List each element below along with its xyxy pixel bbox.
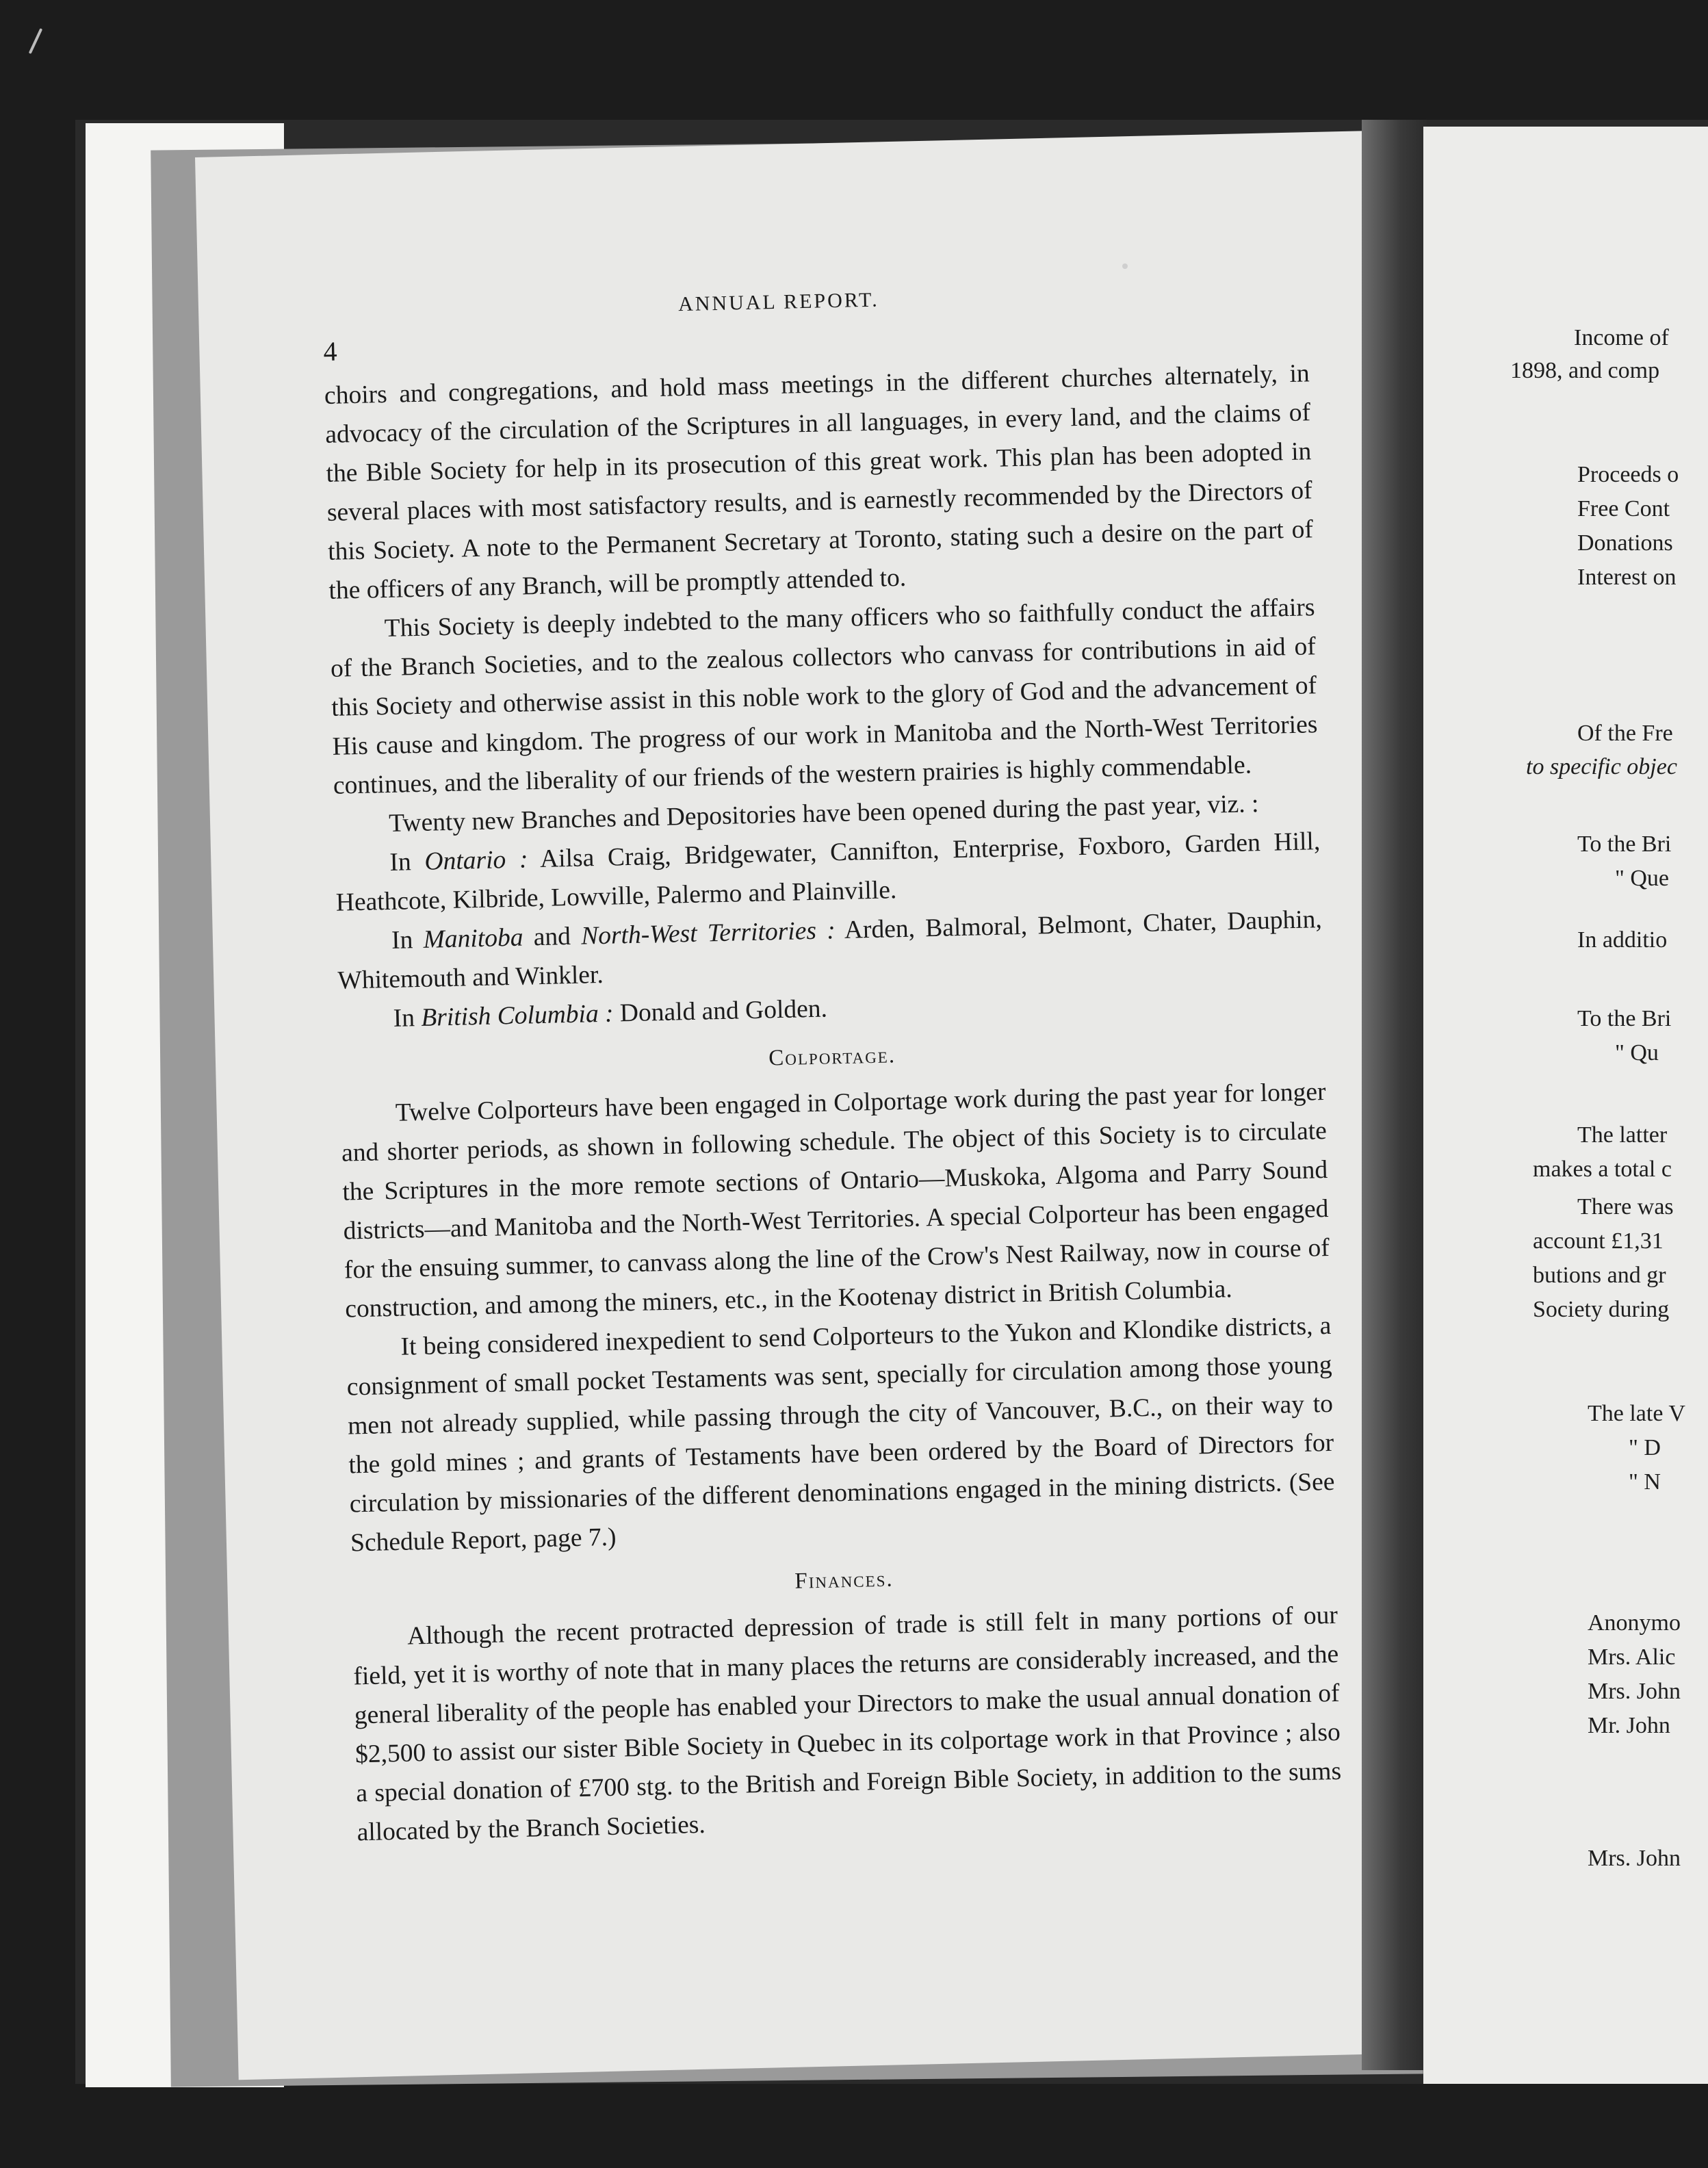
right-line: Society during (1533, 1297, 1670, 1322)
right-line: To the Bri (1577, 831, 1672, 857)
right-line: The late V (1588, 1401, 1685, 1426)
page-number: 4 (323, 335, 338, 367)
right-line: Income of (1574, 325, 1669, 350)
right-line: Anonymo (1588, 1610, 1681, 1636)
right-line: Proceeds o (1577, 462, 1679, 487)
right-line: In additio (1577, 927, 1668, 953)
right-line: Mrs. John (1588, 1679, 1681, 1704)
right-line: To the Bri (1577, 1006, 1672, 1031)
right-line: The latter (1577, 1122, 1668, 1148)
book-gutter (1362, 120, 1427, 2070)
paragraph: This Society is deeply indebted to the many officers who so faithfully conduct the affairs of the Branch Societies, and to the zealous collectors who canvass for contributions in aid of this Society and otherwise assist in this noble work to the glory of God and the advancement of His cause and kingdom. The progress of our work in Manitoba and the North-West Territories continues, and the liberality of our friends of the western prairies is highly commendable. (330, 593, 1318, 800)
right-line: " Qu (1615, 1040, 1659, 1066)
right-line: Interest on (1577, 565, 1677, 590)
speck (1122, 263, 1128, 269)
paragraph: Although the recent protracted depression of trade is still felt in many portions of our field, yet it is worthy of note that in many places the returns are considerably increased, and the general liberality of the people has enabled your Directors to make the usual annual donation of $2,500 to assist our sister Bible Society in Quebec in its colportage work in that Province ; also a special donation of £700 stg. to the British and Foreign Bible Society, in addition to the sums allocated by the Branch Societies. (353, 1601, 1342, 1847)
right-line: Free Cont (1577, 496, 1670, 521)
right-line: makes a total c (1533, 1157, 1672, 1182)
right-page (1423, 127, 1708, 2084)
right-line: Mrs. John (1588, 1846, 1681, 1871)
right-line: butions and gr (1533, 1263, 1666, 1288)
right-line: There was (1577, 1194, 1674, 1220)
right-line: 1898, and comp (1510, 358, 1660, 383)
paragraph: Twenty new Branches and Depositories have been opened during the past year, viz. : (388, 790, 1259, 838)
running-head: ANNUAL REPORT. (677, 288, 879, 316)
body-text (324, 354, 1343, 1852)
right-line: to specific objec (1526, 754, 1677, 779)
right-line: Donations (1577, 530, 1673, 556)
right-line: account £1,31 (1533, 1228, 1664, 1254)
right-line: " D (1629, 1435, 1661, 1460)
right-line: " Que (1615, 866, 1670, 891)
branch-list-bc: In British Columbia : Donald and Golden. (393, 994, 828, 1033)
section-heading-finances: Finances. (794, 1566, 894, 1594)
paragraph: It being considered inexpedient to send Colporteurs to the Yukon and Klondike districts, a consignment of small pocket Testaments was sent, specially for circulation among those young men not already supplied, while passing through the city of Vancouver, B.C., on their way to the gold mines ; and grants of Testaments have been ordered by the Board of Directors for circulation by missionaries of the different denominations engaged in the mining districts. (See Schedule Report, page 7.) (346, 1311, 1335, 1558)
right-line: " N (1629, 1469, 1661, 1495)
paragraph: choirs and congregations, and hold mass meetings in the different churches alternately, in advocacy of the circulation of the Scriptures in all languages, in every land, and the claims of the Bible Society for help in its prosecution of this great work. This plan has been adopted in several places with most satisfactory results, and is earnestly recommended by the Directors of this Society. A note to the Permanent Secretary at Toronto, stating such a desire on the part of the officers of any Branch, will be promptly attended to. (324, 359, 1314, 605)
paragraph: Twelve Colporteurs have been engaged in Colportage work during the past year for longer and shorter periods, as shown in following schedule. The object of this Society is to circulate the Scriptures in the more remote sections of Ontario—Muskoka, Algoma and Parry Sound districts—and Manitoba and the North-West Territories. A special Colporteur has been engaged for the ensuing summer, to canvass along the line of the Crow's Nest Railway, now in course of construction, and among the miners, etc., in the Kootenay district in British Columbia. (341, 1078, 1330, 1324)
right-line: Mrs. Alic (1588, 1644, 1676, 1670)
branch-list-manitoba: In Manitoba and North-West Territories : Arden, Balmoral, Belmont, Chater, Dauphin, Whitemouth and Winkler. (337, 905, 1323, 995)
right-line: Of the Fre (1577, 721, 1673, 746)
scratch (29, 28, 43, 54)
right-line: Mr. John (1588, 1713, 1670, 1738)
branch-list-ontario: In Ontario : Ailsa Craig, Bridgewater, Cannifton, Enterprise, Foxboro, Garden Hill, Heathcote, Kilbride, Lowville, Palermo and Plainville. (335, 827, 1321, 917)
section-heading-colportage: Colportage. (768, 1043, 896, 1071)
